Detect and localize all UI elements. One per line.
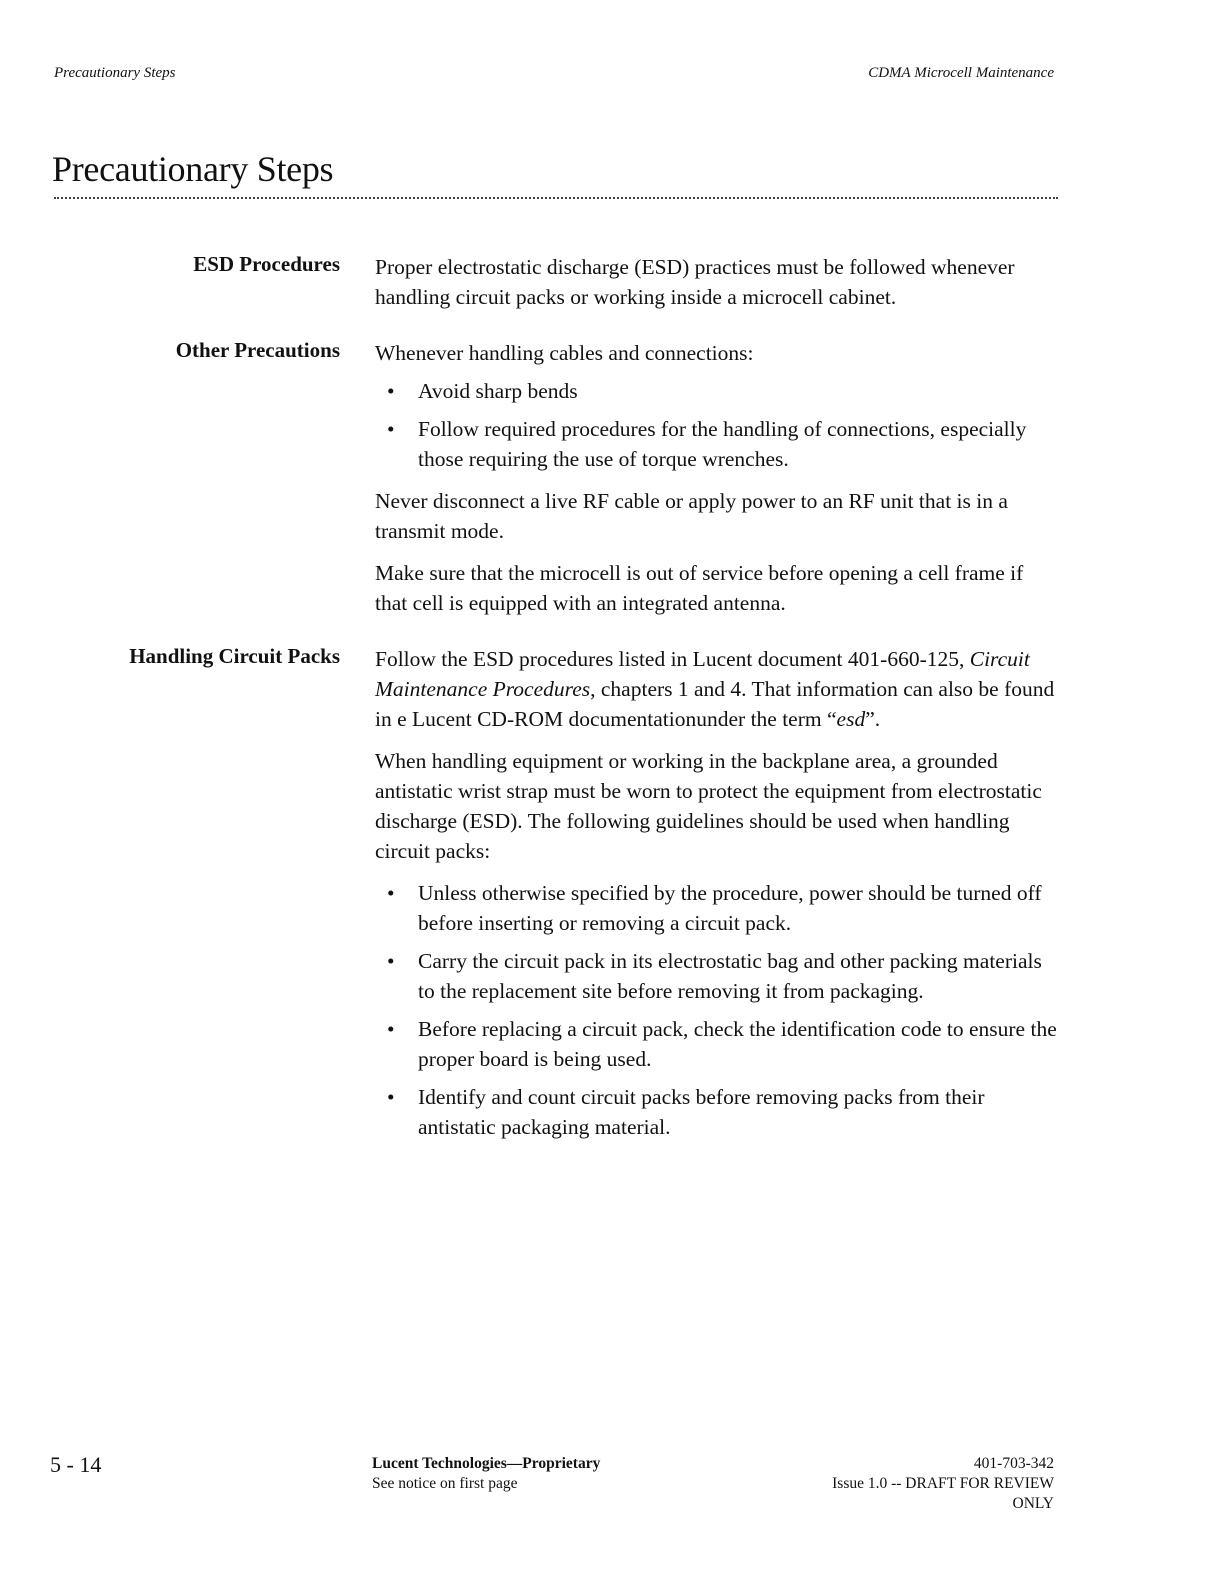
title-dotted-rule [54,197,1058,199]
list-item [375,946,1060,1006]
list-item [375,878,1060,938]
paragraph: Proper electrostatic discharge (ESD) practices must be followed whenever handling circuit packs or working inside a microcell cabinet. [375,255,1015,309]
running-header-right: CDMA Microcell Maintenance [868,65,1054,81]
list-item [375,414,1060,474]
section-label-handling-circuit-packs: Handling Circuit Packs [129,644,340,668]
bullet-icon: • [387,417,395,441]
paragraph: Never disconnect a live RF cable or apply power to an RF unit that is in a transmit mode. [375,489,1008,543]
list-item [375,376,1060,406]
bullet-list [375,376,1060,474]
paragraph [375,644,1060,734]
list-item [375,1014,1060,1074]
footer-company: Lucent Technologies—Proprietary [372,1455,601,1472]
footer-issue: Issue 1.0 -- DRAFT FOR REVIEW [832,1475,1054,1492]
section-body-other-precautions [375,338,1060,630]
list-item-text: Follow required procedures for the handling of connections, especially those requiring the use of torque wrenches. [418,417,1027,471]
footer-issue-cont: ONLY [1012,1495,1054,1512]
paragraph-intro: Whenever handling cables and connections: [375,341,754,365]
list-item [375,1082,1060,1142]
bullet-list [375,878,1060,1142]
footer-proprietary-notice [372,1454,600,1494]
list-item-text: Carry the circuit pack in its electrostatic bag and other packing materials to the replacement site before removing it from packaging. [418,949,1042,1003]
section-body-esd-procedures [375,252,1060,324]
section-label-esd-procedures: ESD Procedures [193,252,340,276]
paragraph: When handling equipment or working in the backplane area, a grounded antistatic wrist strap must be worn to protect the equipment from electrostatic discharge (ESD). The following guidelines should be used when handling circuit packs: [375,749,1042,863]
paragraph: Make sure that the microcell is out of service before opening a cell frame if that cell is equipped with an integrated antenna. [375,561,1024,615]
paragraph-text: Follow the ESD procedures listed in Lucent document 401-660-125, [375,647,970,671]
search-term-italic: esd [836,707,866,731]
page-number: 5 - 14 [50,1452,102,1477]
section-label-other-precautions: Other Precautions [175,338,340,362]
list-item-text: Avoid sharp bends [418,379,578,403]
list-item-text: Before replacing a circuit pack, check the identification code to ensure the proper board is being used. [418,1017,1057,1071]
paragraph-text: ”. [865,707,881,731]
page-title: Precautionary Steps [52,149,334,189]
footer-document-info [832,1454,1054,1514]
bullet-icon: • [387,1085,395,1109]
footer-doc-number: 401-703-342 [973,1455,1054,1472]
bullet-icon: • [387,379,395,403]
bullet-icon: • [387,949,395,973]
footer-notice: See notice on first page [372,1475,518,1492]
running-header-left: Precautionary Steps [54,65,176,81]
list-item-text: Identify and count circuit packs before removing packs from their antistatic packaging material. [418,1085,985,1139]
bullet-icon: • [387,1017,395,1041]
document-title-italic: Circuit Maintenance Procedures [375,647,1030,701]
paragraph-text: , chapters 1 and 4. That information can also be found in e Lucent CD-ROM documentationunder the term “ [375,677,1055,731]
bullet-icon: • [387,881,395,905]
list-item-text: Unless otherwise specified by the procedure, power should be turned off before inserting or removing a circuit pack. [418,881,1042,935]
section-body-handling-circuit-packs [375,644,1060,1154]
